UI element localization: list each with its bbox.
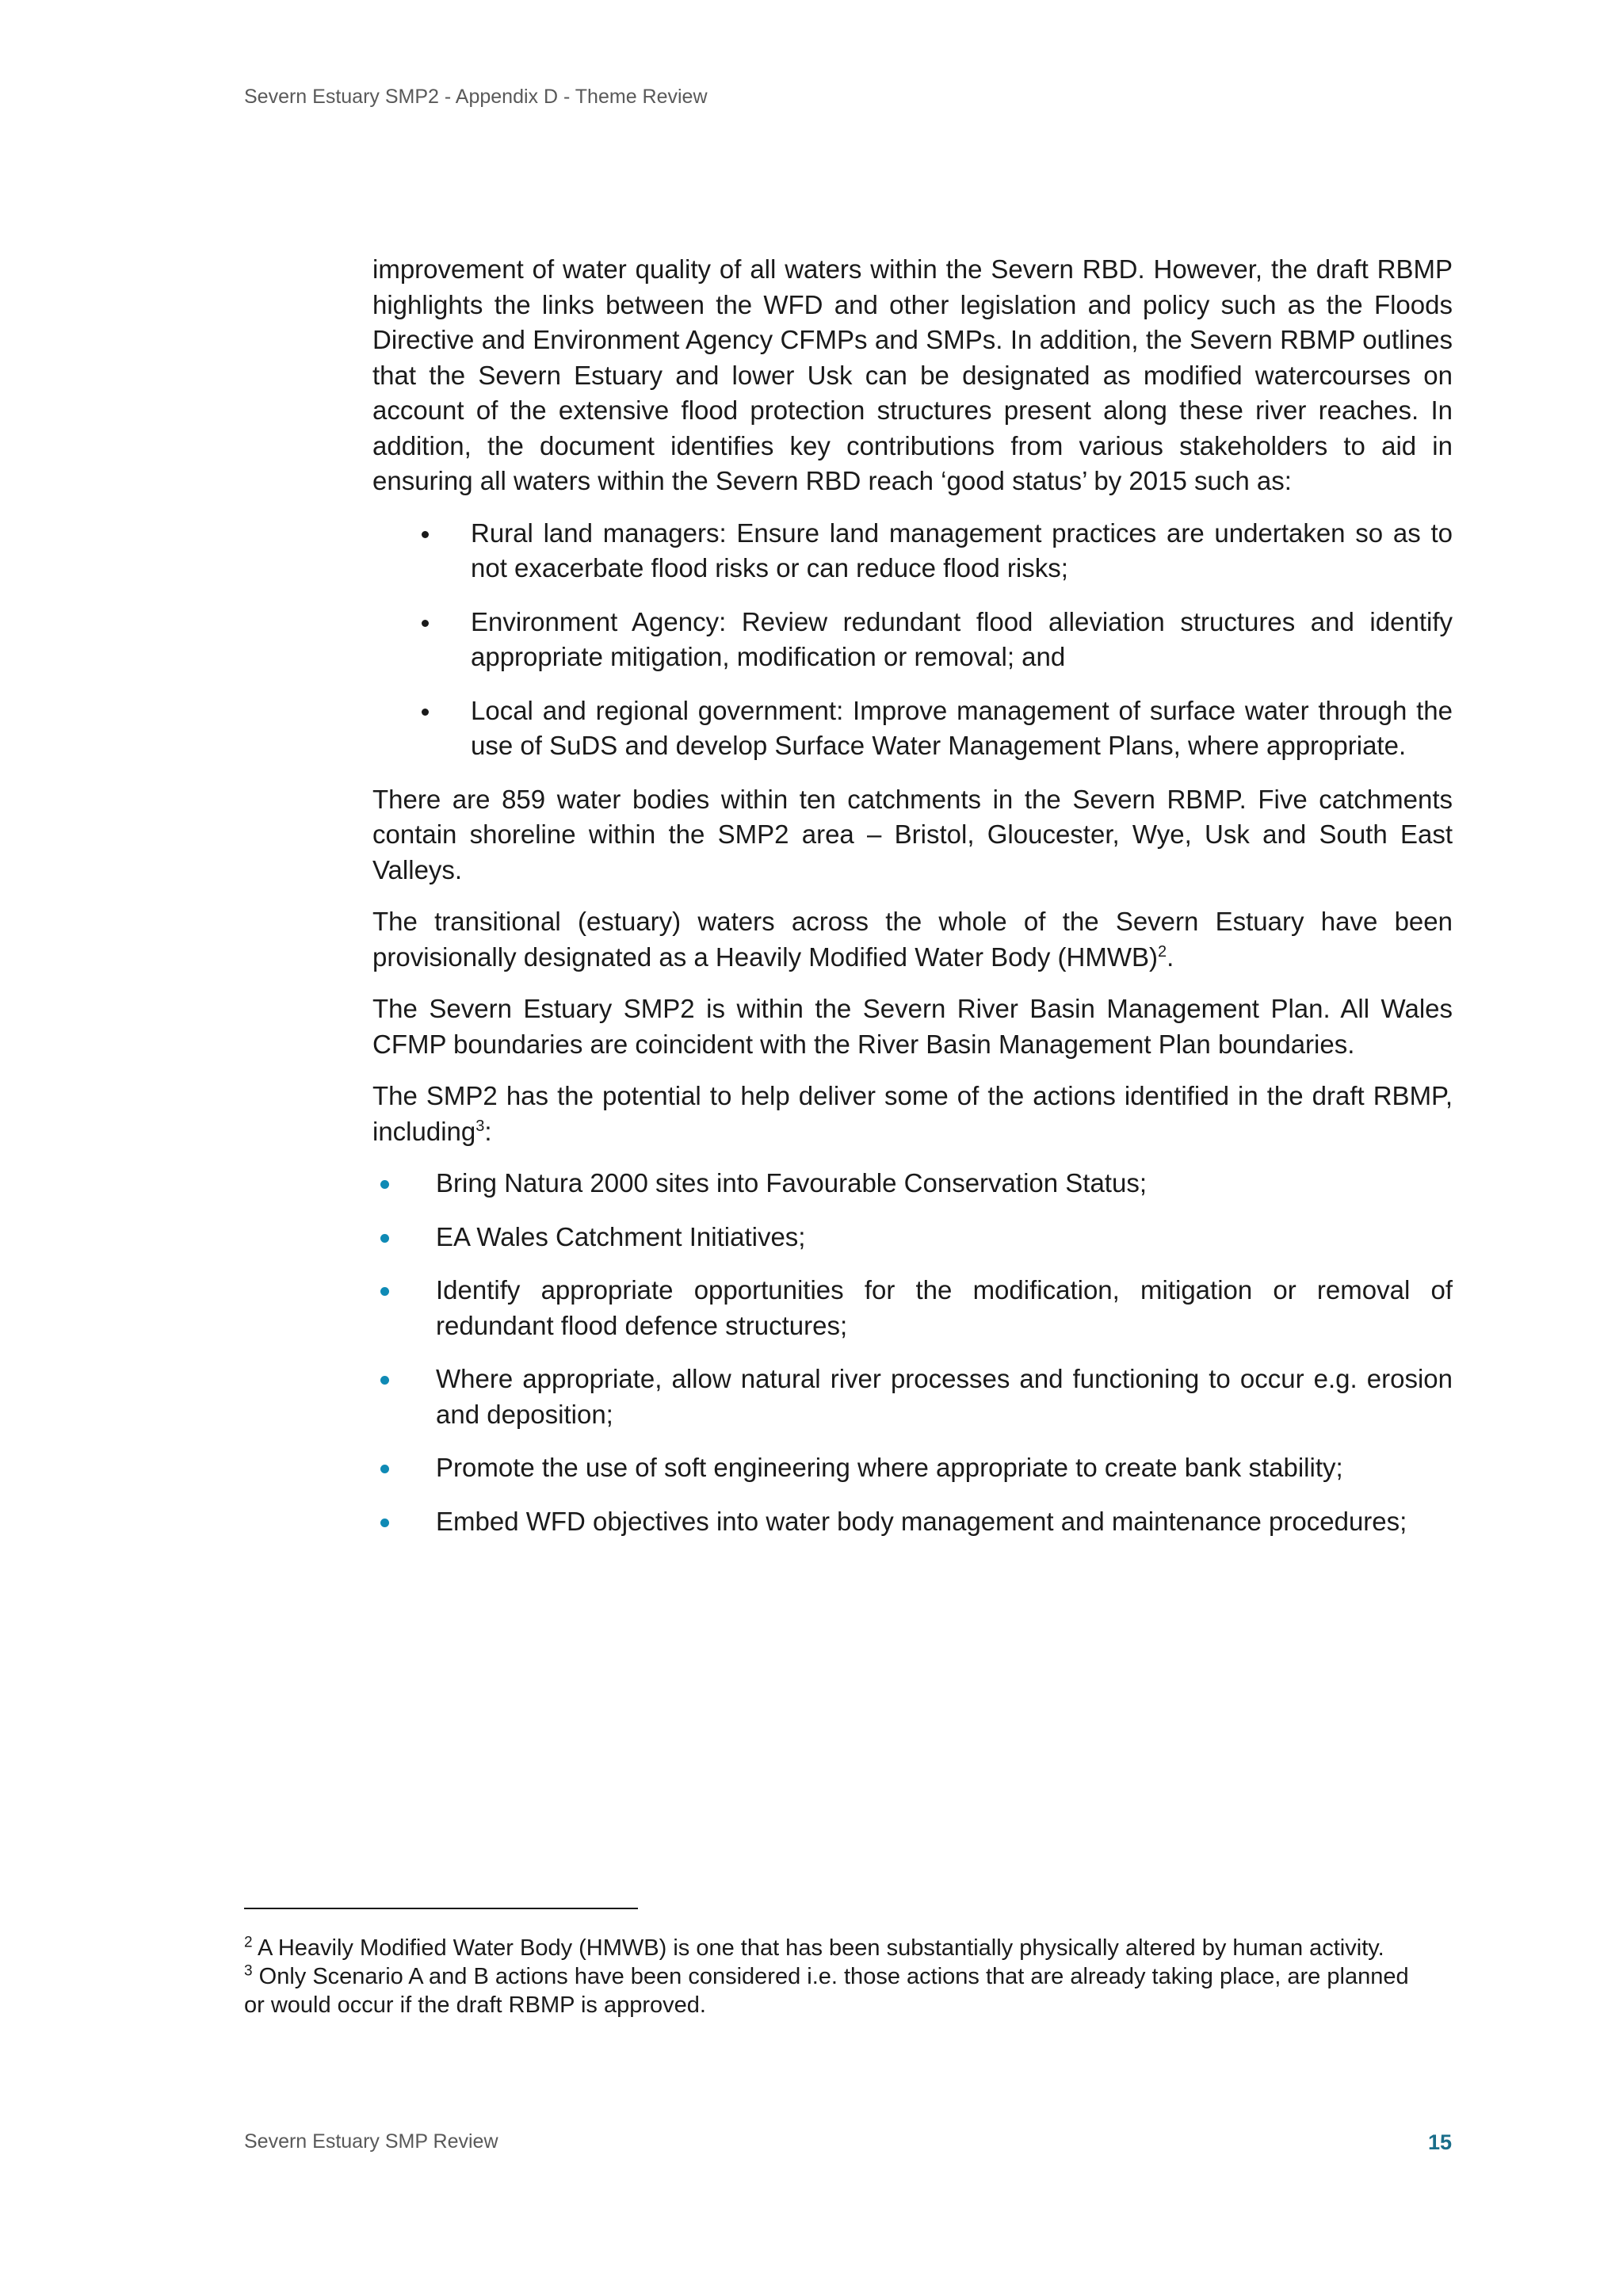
list-item <box>372 1166 1453 1201</box>
bullet-icon <box>380 1234 389 1243</box>
footnote <box>244 1934 1409 1962</box>
list-item <box>372 693 1453 764</box>
bullet-icon <box>422 620 429 627</box>
list-item-text: Identify appropriate opportunities for the modification, mitigation or removal of redundant flood defence structures; <box>436 1275 1453 1340</box>
list-item-text: Bring Natura 2000 sites into Favourable Conservation Status; <box>436 1168 1147 1198</box>
list-item <box>372 605 1453 675</box>
list-item <box>372 1504 1453 1540</box>
list-item-text: Environment Agency: Review redundant flood alleviation structures and identify appropriate mitigation, modification or removal; and <box>471 606 1453 671</box>
actions-list <box>372 1166 1453 1539</box>
running-footer: Severn Estuary SMP Review <box>244 2130 498 2153</box>
bullet-icon <box>380 1180 389 1189</box>
list-item-text: EA Wales Catchment Initiatives; <box>436 1221 806 1251</box>
list-item-text: Where appropriate, allow natural river processes and functioning to occur e.g. erosion and deposition; <box>436 1364 1453 1429</box>
bullet-icon <box>380 1287 389 1296</box>
footnote-ref: 2 <box>1158 942 1167 961</box>
footnote-number: 2 <box>244 1934 253 1951</box>
page-number: 15 <box>1427 2130 1452 2154</box>
body-text <box>372 252 1453 1557</box>
footnote-text: Only Scenario A and B actions have been considered i.e. those actions that are already taking place, are planned or would occur if the draft RBMP is approved. <box>244 1964 1409 2018</box>
paragraph: The Severn Estuary SMP2 is within the Severn River Basin Management Plan. All Wales CFMP boundaries are coincident with the River Basin Management Plan boundaries. <box>372 994 1453 1059</box>
list-item <box>372 1220 1453 1255</box>
list-item <box>372 1450 1453 1486</box>
paragraph-punct: : <box>484 1116 492 1146</box>
paragraph-text: The SMP2 has the potential to help deliver some of the actions identified in the draft RBMP, including <box>372 1081 1453 1146</box>
list-item-text: Rural land managers: Ensure land management practices are undertaken so as to not exacerbate flood risks or can reduce flood risks; <box>471 518 1453 583</box>
list-item <box>372 1273 1453 1343</box>
footnote <box>244 1962 1409 2019</box>
bullet-icon <box>380 1376 389 1385</box>
paragraph <box>372 1079 1453 1149</box>
list-item-text: Local and regional government: Improve management of surface water through the use of SuDS and develop Surface Water Management Plans, where appropriate. <box>471 695 1453 760</box>
list-item-text: Embed WFD objectives into water body management and maintenance procedures; <box>436 1506 1407 1536</box>
paragraph <box>372 904 1453 975</box>
footnote-number: 3 <box>244 1962 253 1980</box>
footnote-ref: 3 <box>475 1117 485 1135</box>
paragraph: There are 859 water bodies within ten catchments in the Severn RBMP. Five catchments contain shoreline within the SMP2 area – Bristol, Gloucester, Wye, Usk and South East Valleys. <box>372 784 1453 884</box>
footnotes <box>244 1934 1409 2019</box>
bullet-icon <box>380 1519 389 1527</box>
paragraph-text: The transitional (estuary) waters across the whole of the Severn Estuary have been provisionally designated as a Heavily Modified Water Body (HMWB) <box>372 907 1453 972</box>
running-header: Severn Estuary SMP2 - Appendix D - Theme Review <box>244 86 708 108</box>
footnote-separator <box>244 1908 638 1909</box>
paragraph: improvement of water quality of all waters within the Severn RBD. However, the draft RBMP highlights the links between the WFD and other legislation and policy such as the Floods Directive and Environment Agency CFMPs and SMPs. In addition, the Severn RBMP outlines that the Severn Estuary and lower Usk can be designated as modified watercourses on account of the extensive flood protection structures present along these river reaches. In addition, the document identifies key contributions from various stakeholders to aid in ensuring all waters within the Severn RBD reach ‘good status’ by 2015 such as: <box>372 254 1453 495</box>
list-item <box>372 1362 1453 1432</box>
stakeholder-list <box>372 516 1453 764</box>
list-item-text: Promote the use of soft engineering where appropriate to create bank stability; <box>436 1453 1343 1482</box>
list-item <box>372 516 1453 586</box>
bullet-icon <box>422 709 429 716</box>
bullet-icon <box>380 1465 389 1473</box>
footnote-text: A Heavily Modified Water Body (HMWB) is one that has been substantially physically altered by human activity. <box>252 1935 1384 1961</box>
paragraph-punct: . <box>1167 942 1174 972</box>
bullet-icon <box>422 531 429 538</box>
